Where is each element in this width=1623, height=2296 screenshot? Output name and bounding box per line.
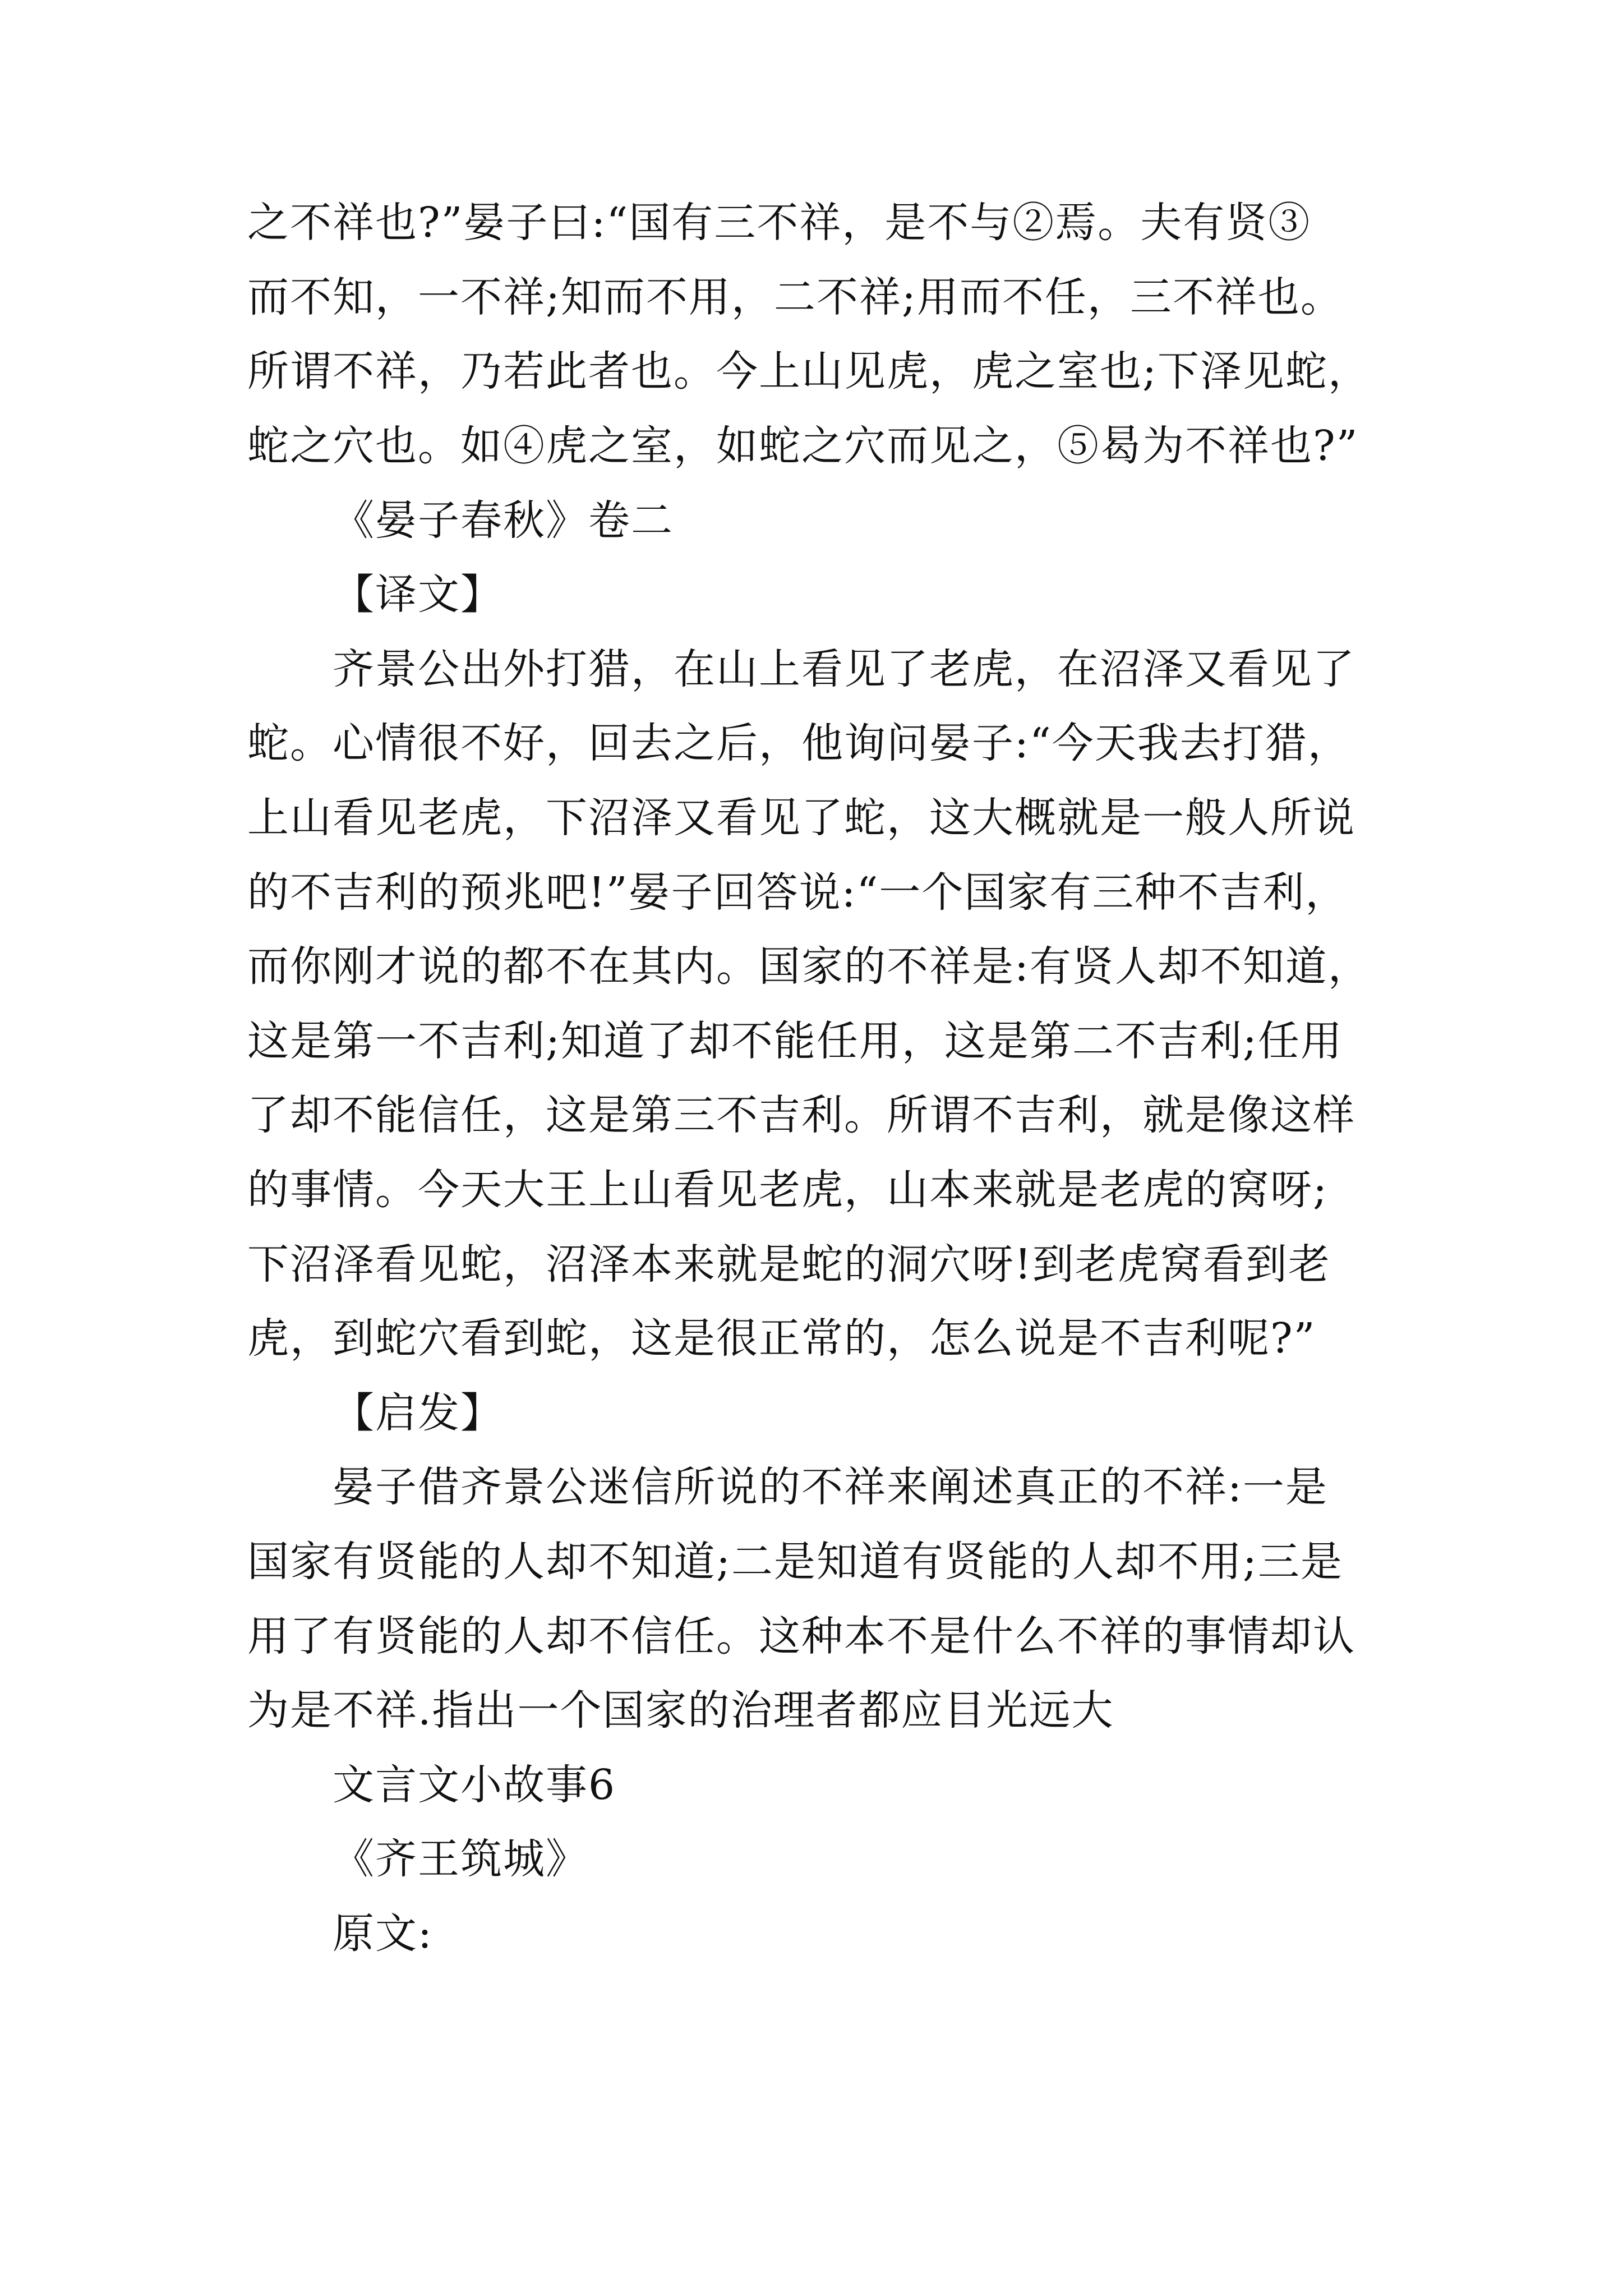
text-line: 国家有贤能的人却不知道;二是知道有贤能的人却不用;三是	[247, 1538, 1343, 1586]
text-line: 蛇。心情很不好，回去之后，他询问晏子:“今天我去打猎，	[247, 719, 1350, 767]
text-line: 下沼泽看见蛇，沼泽本来就是蛇的洞穴呀!到老虎窝看到老	[247, 1240, 1331, 1289]
text-line: 而你刚才说的都不在其内。国家的不祥是:有贤人却不知道，	[247, 942, 1371, 991]
text-line: 齐景公出外打猎，在山上看见了老虎，在沼泽又看见了	[333, 645, 1355, 693]
text-line: 用了有贤能的人却不信任。这种本不是什么不祥的事情却认	[247, 1612, 1355, 1660]
text-line: 所谓不祥，乃若此者也。今上山见虎，虎之室也;下泽见蛇，	[247, 347, 1371, 395]
source-citation: 《晏子春秋》卷二	[333, 496, 674, 545]
text-line: 虎，到蛇穴看到蛇，这是很正常的，怎么说是不吉利呢?”	[247, 1314, 1316, 1363]
text-line: 蛇之穴也。如④虎之室，如蛇之穴而见之，⑤曷为不祥也?”	[247, 422, 1359, 470]
story-heading: 文言文小故事6	[333, 1761, 616, 1809]
text-line: 为是不祥.指出一个国家的治理者都应目光远大	[247, 1686, 1114, 1734]
section-heading-translation: 【译文】	[333, 570, 503, 619]
text-line: 而不知，一不祥;知而不用，二不祥;用而不任，三不祥也。	[247, 273, 1343, 321]
story-title: 《齐王筑城》	[333, 1835, 588, 1883]
text-line: 这是第一不吉利;知道了却不能任用，这是第二不吉利;任用	[247, 1017, 1343, 1065]
text-line: 了却不能信任，这是第三不吉利。所谓不吉利，就是像这样	[247, 1091, 1355, 1139]
text-line: 的事情。今天大王上山看见老虎，山本来就是老虎的窝呀;	[247, 1166, 1328, 1214]
text-line: 之不祥也?”晏子曰:“国有三不祥，是不与②焉。夫有贤③	[247, 199, 1311, 247]
section-heading-insight: 【启发】	[333, 1389, 503, 1437]
text-line: 晏子借齐景公迷信所说的不祥来阐述真正的不祥:一是	[333, 1463, 1328, 1511]
original-text-label: 原文:	[333, 1910, 433, 1958]
text-line: 上山看见老虎，下沼泽又看见了蛇，这大概就是一般人所说	[247, 794, 1355, 842]
text-line: 的不吉利的预兆吧!”晏子回答说:“一个国家有三种不吉利，	[247, 868, 1348, 917]
